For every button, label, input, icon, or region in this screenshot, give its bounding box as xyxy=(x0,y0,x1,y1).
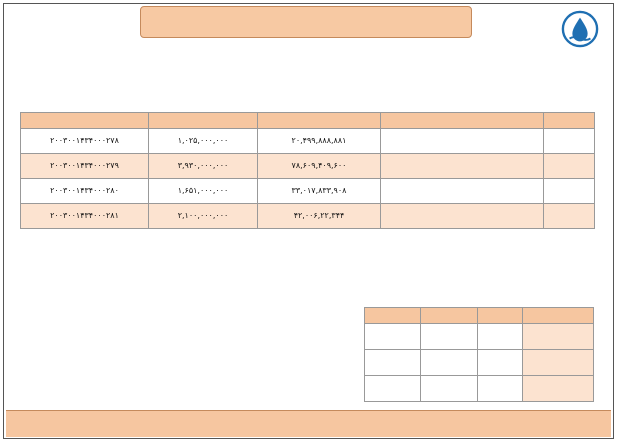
cell-subject xyxy=(381,129,544,154)
cell-guarantee: ۲,۱۰۰,۰۰۰,۰۰۰ xyxy=(149,204,258,229)
contact-info xyxy=(20,308,358,392)
cell-subject xyxy=(381,179,544,204)
col-title xyxy=(523,308,594,324)
cell-estimate: ۲۰,۴۹۹,۸۸۸,۸۸۱ xyxy=(258,129,381,154)
cell-duration xyxy=(544,179,595,204)
cell-duration xyxy=(544,154,595,179)
schedule-table xyxy=(364,307,594,402)
cell-time xyxy=(478,376,523,402)
conditions-paragraph xyxy=(20,268,595,306)
tender-table xyxy=(20,112,595,229)
table-row xyxy=(365,324,594,350)
table-row xyxy=(21,179,595,204)
cell-day xyxy=(421,324,478,350)
cell-number: ۲۰۰۳۰۰۱۴۳۴۰۰۰۲۸۱ xyxy=(21,204,149,229)
cell-guarantee: ۳,۹۳۰,۰۰۰,۰۰۰ xyxy=(149,154,258,179)
water-company-logo-icon xyxy=(561,10,599,48)
cell-subject xyxy=(381,204,544,229)
cell-estimate: ۳۳,۰۱۷,۸۳۳,۹۰۸ xyxy=(258,179,381,204)
col-number xyxy=(21,113,149,129)
table-row xyxy=(365,376,594,402)
cell-time xyxy=(478,324,523,350)
cell-guarantee: ۱,۰۲۵,۰۰۰,۰۰۰ xyxy=(149,129,258,154)
col-duration xyxy=(544,113,595,129)
cell-day xyxy=(421,376,478,402)
col-guarantee xyxy=(149,113,258,129)
cell-estimate: ۷۸,۶۰۹,۴۰۹,۶۰۰ xyxy=(258,154,381,179)
cell-guarantee: ۱,۶۵۱,۰۰۰,۰۰۰ xyxy=(149,179,258,204)
cell-title xyxy=(523,350,594,376)
notice-title xyxy=(140,6,472,38)
col-estimate xyxy=(258,113,381,129)
cell-date xyxy=(365,376,421,402)
cell-time xyxy=(478,350,523,376)
cell-subject xyxy=(381,154,544,179)
cell-title xyxy=(523,324,594,350)
footer-banner xyxy=(6,410,611,437)
cell-number: ۲۰۰۳۰۰۱۴۳۴۰۰۰۲۸۰ xyxy=(21,179,149,204)
cell-duration xyxy=(544,204,595,229)
cell-title xyxy=(523,376,594,402)
col-time xyxy=(478,308,523,324)
col-date xyxy=(365,308,421,324)
cell-number: ۲۰۰۳۰۰۱۴۳۴۰۰۰۲۷۹ xyxy=(21,154,149,179)
cell-estimate: ۴۲,۰۰۶,۲۲,۳۴۴ xyxy=(258,204,381,229)
table-row xyxy=(21,204,595,229)
col-day xyxy=(421,308,478,324)
table-row xyxy=(365,350,594,376)
intro-paragraph xyxy=(20,44,550,106)
cell-date xyxy=(365,350,421,376)
schedule-header xyxy=(365,308,594,324)
cell-day xyxy=(421,350,478,376)
tender-table-header xyxy=(21,113,595,129)
cell-date xyxy=(365,324,421,350)
table-row xyxy=(21,129,595,154)
table-row xyxy=(21,154,595,179)
col-subject xyxy=(381,113,544,129)
cell-number: ۲۰۰۳۰۰۱۴۳۴۰۰۰۲۷۸ xyxy=(21,129,149,154)
cell-duration xyxy=(544,129,595,154)
